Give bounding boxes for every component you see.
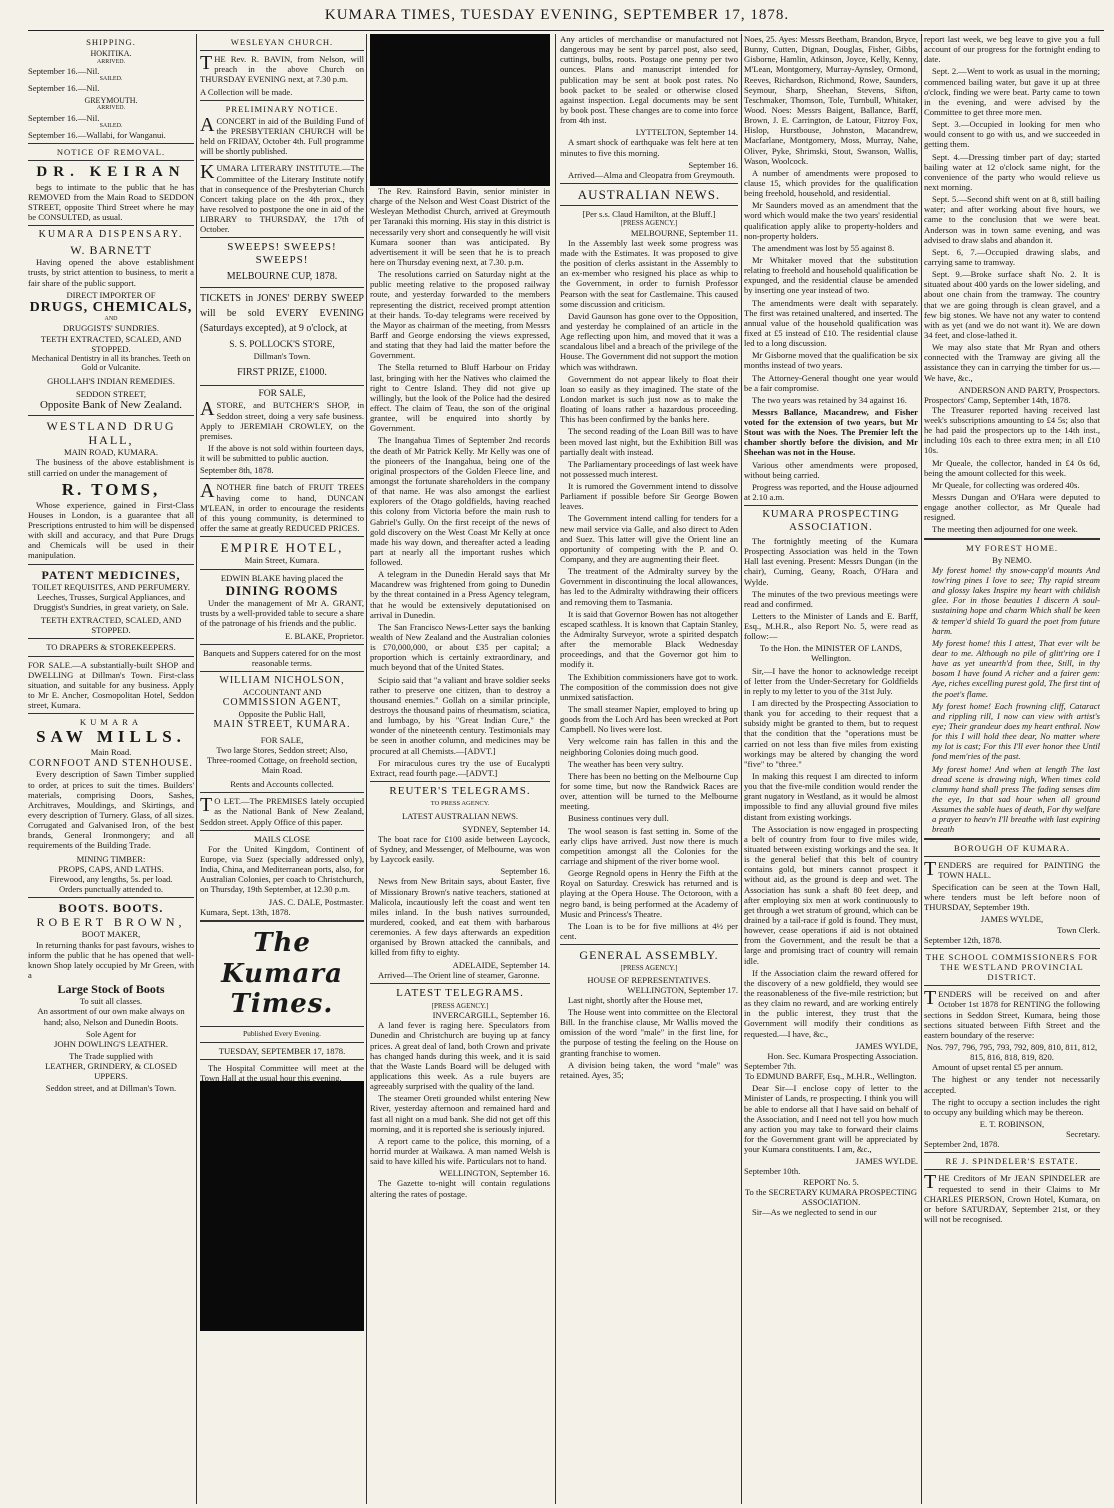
amendment-p7: The Attorney-General thought one year would be a fair compromise. <box>744 372 918 393</box>
upset-rental: Amount of upset rental £5 per annum. <box>932 1062 1064 1073</box>
large-stock: Large Stock of Boots <box>57 982 165 997</box>
stella-paragraph: The Stella returned to Bluff Harbour on Friday last, bringing with her the Natives who claimed the right to Centre Island. They did not give up willingly, but the look of the Police had the desired effect. The claim of Teau, the son of the original grantee, will be enquired into shortly by Government. <box>370 362 550 434</box>
orders-label: Orders punctually attended to. <box>58 883 164 894</box>
banking-paragraph: The San Francisco News-Letter says the banking wealth of New Zealand and the Australian colonies is £70,000,000, or about £35 per capital; a proportion which is certainly extraordinary, and much beyond that of the United States. <box>370 621 550 673</box>
column-divider <box>741 34 742 1504</box>
borough-date: September 12th, 1878. <box>924 934 1002 945</box>
to-suit: To suit all classes. <box>79 996 143 1007</box>
greymouth-heading: GREYMOUTH. <box>84 96 138 106</box>
mining-heading: MINING TIMBER: <box>76 853 146 864</box>
report-p12: Messrs Dungan and O'Hara were deputed to engage another collector, as Mr Queale had resigned. <box>924 492 1100 523</box>
report-p7: Sept. 9.—Broke surface shaft No. 2. It is situated about 400 yards on the lower sideling, and about one chain from the tramway. The country that we are going through is clean gravel, and a few big stones. We have not any water to contend with as yet (and we do not want it). We are down 34 feet, and close-lathed it. <box>924 269 1100 340</box>
mails-heading: MAILS CLOSE <box>253 833 311 844</box>
patent-heading: PATENT MEDICINES, <box>41 567 181 582</box>
melbourne-p2: David Gaunson has gone over to the Opposition, and yesterday he complained of an article in the Age reflecting upon him, and moved that it was a scandalous libel and a breach of the privilege of the House. The Government did not support the motion which was withdrawn. <box>560 310 738 372</box>
amendment-p8: The two years was retained by 34 against 16. <box>752 394 907 405</box>
column-5 <box>744 34 918 1504</box>
pollock-location: Dillman's Town. <box>253 351 311 362</box>
report-p3: Sept. 3.—Occupied in looking for men who would consent to go with us, and we succeeded in getting them. <box>924 119 1100 150</box>
drapers-heading: TO DRAPERS & STOREKEEPERS. <box>46 642 176 653</box>
auction-notice: If the above is not sold within fourteen days, it will be submitted to public auction. <box>200 443 364 464</box>
collection-label: A Collection will be made. <box>200 86 293 97</box>
melbourne-p10: The Exhibition commissioners have got to work. The composition of the commission does not give unmixed satisfaction. <box>560 671 738 702</box>
kumara-label: KUMARA <box>79 717 143 728</box>
literary-notice: KUMARA LITERARY INSTITUTE.—The Committee of the Literary Institute notify that in consequence of the Presbyterian Church Concert taking place on the 4th prox., they have resolved to postpone the one in aid of the LIBRARY to THURSDAY, the 17th of October. <box>200 161 364 235</box>
two-stores: Two large Stores, Seddon street; Also, <box>216 744 348 755</box>
gazette-text: The Gazette to-night will contain regulations altering the rates of postage. <box>370 1178 550 1199</box>
australian-news-heading: AUSTRALIAN NEWS. <box>577 186 721 202</box>
westland-notice: The business of the above establishment is still carried on under the management of <box>28 457 194 478</box>
teeth-label-2: TEETH EXTRACTED, SCALED, AND STOPPED. <box>40 615 182 636</box>
scipio-paragraph: Scipio said that "a valiant and brave soldier seeks rather to preserve one citizen, than to destroy a thousand enemies." Gollah on a similar principle, destroys the thousand pains of rheumatism, sciatica, and lumbago, by his "Great Indian Cure," the wonder of the nineteenth century. Testimonials may be seen in another column, and medicines may be procured at all Chemists.—[ADVT.] <box>370 674 550 756</box>
melbourne-p9: It is said that Governor Bowen has not altogether escaped scathless. It is known that Captain Stanley, the Admiralty Surveyor, wrote a spirited despatch after the memorable Black Wednesday proceedings, and that the Governor got him to modify it. <box>560 608 738 670</box>
sundries-label: DRUGGISTS' SUNDRIES. <box>62 323 160 334</box>
column-divider <box>555 34 556 1504</box>
amendment-p2: Mr Saunders moved as an amendment that the word which would make the two years' residential qualification apply alike to property-holders and non-property holders. <box>744 200 918 241</box>
published-label: Published Every Evening. <box>242 1028 322 1038</box>
toilet-label: TOILET REQUISITES, AND PERFUMERY. <box>32 581 190 592</box>
press-label-2: [PRESS AGENCY.] <box>431 1001 489 1010</box>
sawmills-address: Main Road. <box>90 747 132 758</box>
kpa-p5: Sir,—I have the honor to acknowledge receipt of letter from the Under-Secretary for Goldfields in reply to my letter to you of the 31st July. <box>744 665 918 696</box>
bavin-notice: THE Rev. R. BAVIN, from Nelson, will preach in the above Church on THURSDAY EVENING next, at 7.30 p.m. <box>200 52 364 85</box>
spec-notice: Specification can be seen at the Town Hall, where tenders must be left before noon of THURSDAY, September 19th. <box>924 881 1100 913</box>
amendment-p11: Progress was reported, and the House adjourned at 2.10 a.m. <box>744 481 918 503</box>
hokitika-sailings: September 16.—Nil. <box>28 82 100 93</box>
removal-heading: NOTICE OF REMOVAL. <box>56 146 166 157</box>
invercargill-dateline: INVERCARGILL, September 16. <box>432 1010 550 1021</box>
kpa-p3: Letters to the Minister of Lands and E. Barff, Esq., M.H.R., also Report No. 5, were read as follow:— <box>744 610 918 642</box>
paper-title: The Kumara Times. <box>221 927 343 1020</box>
sweeps-heading: SWEEPS! SWEEPS! SWEEPS! <box>227 241 337 267</box>
toms-notice: Whose experience, gained in First-Class Houses in London, is a guarantee that all Prescriptions entrusted to him will be dispensed with skill and accuracy, and that Pure Drugs and Chemicals will be used in their manipulation. <box>28 499 194 561</box>
leather-label: LEATHER, GRINDERY, & CLOSED UPPERS. <box>45 1061 177 1082</box>
cottage-label: Three-roomed Cottage, on freehold section, Main Road. <box>206 754 358 776</box>
redacted-block <box>370 34 550 186</box>
keiran-name: DR. KEIRAN <box>36 164 186 181</box>
postmaster-date: Kumara, Sept. 13th, 1878. <box>200 906 291 917</box>
kpa-heading: KUMARA PROSPECTING ASSOCIATION. <box>762 509 900 533</box>
press-label: TO PRESS AGENCY. <box>430 799 490 807</box>
amendment-p10: Various other amendments were proposed, without being carried. <box>744 459 918 480</box>
seddon-label: SEDDON STREET, <box>75 388 147 399</box>
wylde-signature: JAMES WYLDE, <box>855 1040 918 1051</box>
orient-text: Arrived—The Orient line of steamer, Garonne. <box>378 969 540 980</box>
report-p6: Sept. 6, 7.—Occupied drawing slabs, and carrying same to tramway. <box>924 246 1100 267</box>
dispensary-heading: KUMARA DISPENSARY. <box>38 229 184 241</box>
to-barff: To EDMUND BARFF, Esq., M.H.R., Wellington. <box>745 1071 917 1082</box>
right-occupy: The right to occupy a section includes the right to occupy any building which may be thereon. <box>924 1096 1100 1117</box>
greymouth-arrivals: September 16.—Nil. <box>28 112 100 123</box>
importer-label: DIRECT IMPORTER OF <box>66 289 156 300</box>
barnett-notice: Having opened the above establishment trusts, by strict attention to business, to merit a fair share of the public support. <box>28 257 194 288</box>
hokitika-arrivals: September 16.—Nil. <box>28 65 100 76</box>
seddon-dillman: Seddon street, and at Dillman's Town. <box>45 1083 177 1094</box>
tenders-2-notice: TENDERS will be received on and after October 1st 1878 for RENTING the following sections in Seddon Street, Kumara, being those sections situated between Fifth Street and the eastern boundary of the reserve: <box>924 987 1100 1040</box>
opposite-bank: Opposite Bank of New Zealand. <box>39 398 183 411</box>
mails-notice: For the United Kingdom, Continent of Europe, via Suez (specially addressed only), India, China, and Mediterranean ports, also, for Australian Colonies, per coach to Christchurch, on Thursday, 19th September, at 12.30 p.m. <box>200 843 364 895</box>
invercargill-text: A land fever is raging here. Speculators from Dunedin and Christchurch are buying up at fancy prices. A great deal of land, both Crown and private has changed hands during this week, and it is said that the Waste Lands Board will be deluged with applications this week. As a rule buyers are agreeably surprised with the quality of the land. <box>370 1020 550 1092</box>
report-p10: Mr Queale, the collector, handed in £4 0s 6d, being the amount collected for this week. <box>924 457 1100 478</box>
borough-heading: BOROUGH OF KUMARA. <box>953 842 1071 853</box>
highest-tender: The highest or any tender not necessarily accepted. <box>924 1074 1100 1095</box>
greymouth-sailings: September 16.—Wallabi, for Wanganui. <box>28 129 166 140</box>
kelly-paragraph: The Inangahua Times of September 2nd records the death of Mr Patrick Kelly. Mr Kelly was one of the pioneers of the Inangahua, being one of the original prospectors of the Golden Fleece line, and amongst the fortunate shareholders in the company of that name. He was also amongst the earliest explorers of the Otago goldfields, having reached this colony from Victoria before the main rush to Gabriel's Gully. On the first receipt of the news of gold discovery on the West Coast Mr Kelly at once made his way down, and thereafter acted a leading part at nearly all the important rushes which followed. <box>370 435 550 568</box>
house-p2: The House went into committee on the Electoral Bill. In the franchise clause, Mr Wallis moved the omission of the word "male" in the first line, for the purpose of testing the feeling on the House on granting franchise to women. <box>560 1006 738 1058</box>
melbourne-p3: Government do not appear likely to float their loan so easily as they imagined. The state of the London market is such just now as to make the floating of loans rather a hazardous proceeding. This has been confirmed by the banks here. <box>560 373 738 425</box>
nicholson-name: WILLIAM NICHOLSON, <box>219 674 345 686</box>
to-secretary: To the SECRETARY KUMARA PROSPECTING ASSOCIATION. <box>744 1186 918 1207</box>
kpa-p8: The Association is now engaged in prospecting a belt of country from four to five miles wide, situated between existing workings and the sea. It is the general belief that this belt of country contains gold, but miners cannot prospect it without aid, as the ground is deep and wet. The Association has sunk a shaft 80 feet deep, and after employing six men at work continuously to get through a wet stratum of ground, which can be drained by a tail-race if gold is found. They must, however, cease operations if aid is not obtained from the Government, and the result be that a large and promising tract of country will remain idle. <box>744 823 918 966</box>
amendment-p3: The amendment was lost by 55 against 8. <box>752 242 895 253</box>
per-label: [Per s.s. Claud Hamilton, at the Bluff.] <box>582 209 716 220</box>
hon-sec-label: Hon. Sec. Kumara Prospecting Association. <box>767 1050 918 1061</box>
props-label: PROPS, CAPS, AND LATHS. <box>58 863 164 874</box>
opposite-hall: Opposite the Public Hall, <box>238 708 326 719</box>
pollock-store: S. S. POLLOCK'S STORE, <box>229 340 335 351</box>
shipping-heading: SHIPPING. <box>86 37 136 47</box>
kpa-p7: In making this request I am directed to inform you that the five-mile condition would render the grant nugatory in Westland, as it would be almost impossible to find any alluvial ground five miles distant from existing workings. <box>744 771 918 822</box>
house-p1: Last night, shortly after the House met, <box>568 994 703 1005</box>
trade-label: The Trade supplied with <box>69 1050 153 1061</box>
reuters-heading: REUTER'S TELEGRAMS. <box>389 785 531 798</box>
adelaide-dateline: ADELAIDE, September 14. <box>452 959 550 970</box>
press-label: [PRESS AGENCY.] <box>620 219 678 228</box>
issue-date: TUESDAY, SEPTEMBER 17, 1878. <box>218 1045 346 1056</box>
mechanical-label: Mechanical Dentistry in all its branches. Teeth on Gold or Vulcanite. <box>31 353 191 373</box>
arrived-label: ARRIVED. <box>96 105 126 112</box>
and-label: AND <box>104 316 118 323</box>
creditors-notice: THE Creditors of Mr JEAN SPINDELER are requested to send in their Claims to Mr CHARLES PIERSON, Crown Hotel, Kumara, on or before SATURDAY, September 21st, or they will not be recognised. <box>924 1171 1100 1225</box>
division-list: Noes, 25. Ayes: Messrs Beetham, Brandon, Bryce, Bunny, Cutten, Dignan, Douglas, Fisher, Gibbs, Gisborne, Hamlin, Atkinson, Joyce, Kelly, Kenny, M'Lean, Montgomery, Murray-Aynsley, Ormond, Reeves, Richardson, Richmond, Rowe, Saunders, Seymour, Sharp, Sheehan, Stevens, Sifton, Teschmaker, Thomson, Tole, Turnbull, Whitaker, Wood. Noes: Messrs Baigent, Ballance, Barff, Brown, J. E. Carrington, de Latour, Fitzroy Fox, Hislop, Hurstbouse, Johnston, Macandrew, Macfarlane, Montgomery, Moss, Murray, Nahe, Oliver, Pyke, Shrimski, Stout, Swanson, Wallis, Wason, Woolcock. <box>744 34 918 166</box>
secretary-label: Secretary. <box>1065 1129 1100 1140</box>
empire-heading: EMPIRE HOTEL, <box>220 540 344 556</box>
forsale-heading-2: FOR SALE, <box>260 734 304 745</box>
school-heading: THE SCHOOL COMMISSIONERS FOR THE WESTLAND PROVINCIAL DISTRICT. <box>925 951 1099 983</box>
blake-intro: EDWIN BLAKE having placed the <box>220 572 344 583</box>
anderson-signature: ANDERSON AND PARTY, Prospectors. <box>958 384 1100 395</box>
amendment-p9: Messrs Ballance, Macandrew, and Fisher voted for the extension of two years, but Mr Stout was with the Noes. The Premier left the chamber shortly before the division, and Mr Sheehan was not in the House. <box>744 406 918 458</box>
melbourne-dateline: MELBOURNE, September 11. <box>630 227 738 238</box>
cornfoot-heading: CORNFOOT AND STENHOUSE. <box>29 757 193 769</box>
tenders-notice: TENDERS are required for PAINTING the TOWN HALL. <box>924 857 1100 880</box>
report-p8: We may also state that Mr Ryan and others connected with the Tramway are giving all the assistance they can in carrying the timber for us.—We have, &c., <box>924 342 1100 383</box>
sep16-dateline: September 16. <box>500 866 550 877</box>
eucalypti-paragraph: For miraculous cures try the use of Eucalypti Extract, read fourth page.—[ADVT.] <box>370 757 550 778</box>
sydney-text: The boat race for £100 aside between Laycock, of Sydney, and Messenger, of Melbourne, was won by Laycock easily. <box>370 833 550 865</box>
robinson-name: E. T. ROBINSON, <box>979 1118 1045 1129</box>
amendment-p6: Mr Gisborne moved that the qualification be six months instead of two years. <box>744 350 918 371</box>
railway-paragraph: The resolutions carried on Saturday night at the public meeting relative to the proposed railway route, and yesterday forwarded to the members representing the district, received prompt attention at their hands. To-day telegrams were received by the Mayor as chairman of the meeting, from Messrs Barff and George endorsing the views expressed, and stating that they had laid the matter before the Government. <box>370 269 550 361</box>
cup-heading: MELBOURNE CUP, 1878. <box>226 271 338 283</box>
poem-stanza-3: My forest home! Each frowning cliff, Cataract and rippling rill, I now can view with artist's eye; Their grandeur does my heart enthral. Now for this I will hold thee dear, No matter where my lot is cast; For this I'll ever honor thee Until fond mem'ries of the past. <box>932 700 1100 762</box>
accountant-label: ACCOUNTANT AND <box>242 686 322 697</box>
postmaster-signature: JAS. C. DALE, Postmaster. <box>268 896 364 907</box>
report-p5: Sept. 5.—Second shift went on at 8, still bailing water; and after working about five hours, we came to the conclusion that we were beat. Anderson was in town same evening, and was advised to draw slabs and abandon it. <box>924 194 1100 245</box>
column-3 <box>370 34 550 1504</box>
westland-address: MAIN ROAD, KUMARA. <box>63 447 159 458</box>
sep10-label: September 10th. <box>744 1166 801 1177</box>
column-6 <box>924 34 1100 1504</box>
kpa-to-minister: To the Hon. the MINISTER OF LANDS, Wellington. <box>759 643 903 664</box>
sep7-label: September 7th. <box>744 1060 797 1071</box>
sailed-label: SAILED. <box>99 75 123 82</box>
latest-australian: LATEST AUSTRALIAN NEWS. <box>401 810 519 821</box>
lyttelton-dateline: LYTTELTON, September 14. <box>635 127 738 138</box>
melbourne-p5: The Parliamentary proceedings of last week have not possessed much interest. <box>560 458 738 479</box>
assembly-heading: GENERAL ASSEMBLY. <box>579 948 719 963</box>
camp-date: Prospectors' Camp, September 14th, 1878. <box>924 394 1071 405</box>
kpa-p10: Dear Sir—I enclose copy of letter to the Minister of Lands, re prospecting. I think you will be able to endorse all that I have said on behalf of the Association, and I need not tell you how much any action you may take to forward their claims for the Government grant will be appreciated by your Kumara constituents. I am, &c., <box>744 1083 918 1155</box>
section-numbers: Nos. 797, 796, 795, 793, 792, 809, 810, 811, 812, 815, 816, 818, 819, 820. <box>926 1041 1098 1063</box>
cornfoot-notice: Every description of Sawn Timber supplied to order, at prices to suit the times. Builders' materials, comprising Doors, Sashes, Architraves, Mouldings, and Skirtings, and every description of Turnery. Glass, of all sizes. Corrugated and Galvanised Iron, of the best brands, General Ironmongery; and all requirements of the Building Trade. <box>28 769 194 851</box>
wesleyan-heading: WESLEYAN CHURCH. <box>230 37 334 47</box>
assortment: An assortment of our own make always on hand; also, Nelson and Dunedin Boots. <box>37 1006 185 1027</box>
drugs-heading: DRUGS, CHEMICALS, <box>29 299 193 315</box>
column-1 <box>28 34 194 1504</box>
wellington-dateline: WELLINGTON, September 16. <box>439 1168 550 1179</box>
forest-heading: MY FOREST HOME. <box>965 542 1059 553</box>
hokitika-heading: HOKITIKA. <box>90 49 132 59</box>
melbourne-p7: The Government intend calling for tenders for a new mail service via Galle, and also direct to Aden and Suez. This latter will give the Orient line an opportunity of competing with the P. and O. Company, and they are augmenting their fleet. <box>560 513 738 565</box>
blake-signature: E. BLAKE, Proprietor. <box>284 630 364 641</box>
rents-label: Rents and Accounts collected. <box>230 779 334 790</box>
redacted-block <box>200 1081 364 1331</box>
report5-heading: REPORT No. 5. <box>803 1176 859 1187</box>
melbourne-p8: The treatment of the Admiralty survey by the Government in discontinuing the local allowances, has led to the Admiralty withdrawing their officers and removing them to Tasmania. <box>560 566 738 607</box>
kpa-p1: The fortnightly meeting of the Kumara Prospecting Association was held in the Town Hall last evening. Present: Messrs Dungan (in the chair), Cuming, Geany, Roach, O'Hara and Wylde. <box>744 535 918 587</box>
wylde-signature-2: JAMES WYLDE. <box>855 1156 918 1167</box>
wellington-dateline: WELLINGTON, September 17. <box>627 984 738 995</box>
poem-author: By NEMO. <box>992 554 1032 565</box>
dowling-label: JOHN DOWLING'S LEATHER. <box>54 1038 168 1049</box>
teeth-label: TEETH EXTRACTED, SCALED, AND STOPPED. <box>40 333 182 354</box>
prelim-heading: PRELIMINARY NOTICE. <box>225 103 339 114</box>
house-heading: HOUSE OF REPRESENTATIVES. <box>587 974 711 985</box>
report-p9: The Treasurer reported having received last week's subscriptions amounting to £4 5s; also that he had paid the prospectors up to the 14th inst., including 10s each to three extra men; in all £10 10s. <box>924 404 1100 456</box>
earthquake-text: A smart shock of earthquake was felt here at ten minutes to five this morning. <box>560 137 738 158</box>
ghollah-label: GHOLLAH'S INDIAN REMEDIES. <box>47 375 175 386</box>
kpa-p6: I am directed by the Prospecting Association to thank you for acceding to their request that a subsidy might be granted to them, but to request that the condition that the "operations must be carried on not less than five miles from existing workings may be altered by changing the word "five" to "three." <box>744 698 918 769</box>
keiran-notice: begs to intimate to the public that he has REMOVED from the Main Road to SEDDON STREET, opposite Third Street where he may be CONSULTED, as usual. <box>28 181 194 223</box>
melbourne-p14: There has been no betting on the Melbourne Cup for some time, but now the Randwick Races are over, attention will be turned to the Melbourne meeting. <box>560 770 738 812</box>
hospital-notice: The Hospital Committee will meet at the Town Hall at the usual hour this evening. <box>200 1062 364 1083</box>
barnett-name: W. BARNETT <box>70 243 152 258</box>
column-divider <box>196 34 197 1504</box>
sep16-dateline: September 16. <box>688 159 738 170</box>
school-date: September 2nd, 1878. <box>924 1139 1000 1150</box>
press-label-2: [PRESS AGENCY.] <box>620 964 678 973</box>
melbourne-p16: The wool season is fast setting in. Some of the early clips have arrived. Just now there is much competition amongst all the Colonies for the carriage and shipment of the river borne wool. <box>560 825 738 866</box>
toms-name: R. TOMS, <box>61 479 161 499</box>
murder-text: A report came to the police, this morning, of a horrid murder at Waikawa. A man named Welsh is said to have killed his wife. Particulars not to hand. <box>370 1135 550 1167</box>
kpa-p9: If the Association claim the reward offered for the discovery of a new goldfield, they would see the reasonableness of the five-mile restriction; but as they claim no reward, and are working entirely in the public interest, they trust that the Government will modify their conditions as requested.—I have, &c., <box>744 967 918 1039</box>
brown-notice: In returning thanks for past favours, wishes to inform the public that he has opened that well-known Shop lately occupied by Mr Green, with a <box>28 939 194 980</box>
sole-agent: Sole Agent for <box>85 1028 137 1039</box>
bootmaker-label: BOOT MAKER, <box>81 929 141 940</box>
fruit-notice: ANOTHER fine batch of FRUIT TREES having come to hand, DUNCAN M'LEAN, in order to encourage the residents of this young community, is determined to offer the same at greatly REDUCED PRICES. <box>200 480 364 534</box>
alma-text: Arrived—Alma and Cleopatra from Greymouth. <box>568 169 735 180</box>
kpa-p11: Sir—As we neglected to send in our <box>752 1206 877 1217</box>
melbourne-p11: The small steamer Napier, employed to bring up goods from the Loch Ard has been wrecked at Port Campbell. No lives were lost. <box>560 704 738 735</box>
town-clerk: Town Clerk. <box>1057 924 1100 935</box>
sailed-label: SAILED. <box>99 122 123 129</box>
blake-notice: Under the management of Mr A. GRANT, trusts by a well-provided table to secure a share of the patronage of his friends and the public. <box>200 598 364 629</box>
forsale-heading: FOR SALE, <box>258 389 306 400</box>
melbourne-p1: In the Assembly last week some progress was made with the Estimates. It was proposed to give the position of clerks assistant in the Assembly to an ex-member who resigned his place as whip to the Government, in order to furnish Professor Pearson with the seat for Castlemaine. This caused some discussion and criticism. <box>560 237 738 309</box>
tickets-notice: TICKETS in JONES' DERBY SWEEP will be sold EVERY EVENING (Saturdays excepted), at 9 o'clock, at <box>200 293 364 335</box>
auction-date: September 8th, 1878. <box>200 465 274 476</box>
report-p1: report last week, we beg leave to give you a full account of our progress for the fortnight ending to date. <box>924 34 1100 65</box>
boots-heading: BOOTS. BOOTS. <box>58 901 164 916</box>
column-divider <box>921 34 922 1504</box>
melbourne-p17: George Regnold opens in Henry the Fifth at the Royal on Saturday. Creswick has returned and is playing at the Opera House. The Octoroon, with a negro band, is being performed at the Academy of Music and Princess's Theatre. <box>560 868 738 919</box>
report-p4: Sept. 4.—Dressing timber part of day; started bailing water at 12 o'clock same night, for the convenience of the party who would relieve us next morning. <box>924 151 1100 192</box>
tolet-notice: TO LET.—The PREMISES lately occupied as the National Bank of New Zealand, Seddon street. Apply Office of this paper. <box>200 794 364 827</box>
wylde-name: JAMES WYLDE, <box>980 914 1044 925</box>
melbourne-p18: The Loan is to be for five millions at 4½ per cent. <box>560 920 738 941</box>
melbourne-p13: The weather has been very sultry. <box>568 758 684 769</box>
house-p3: A division being taken, the word "male" was retained. Ayes, 35; <box>560 1059 738 1080</box>
poem-stanza-4: My forest home! And when at length The last dread scene is drawing nigh, When times cold clammy hand shall press The fading senses dim the eye, In that sad hour when all ground Assumes the sable hues of death, For thy welfare a prayer to heav'n I'll breathe with last expiring breath <box>932 763 1100 835</box>
poem-stanza-1: My forest home! thy snow-capp'd mounts And tow'ring pines I love to see; Thy rapid stream and glossy lakes Inspire my heart with childish glee. For in those beauties I discern A soul-sustaining hope and charm Which shall be keen & temper'd shield To guard the poet from future harm. <box>932 564 1100 636</box>
latest-telegrams-heading: LATEST TELEGRAMS. <box>396 986 524 999</box>
newbritain-text: News from New Britain says, about Easter, five of Missionary Brown's native teachers, stationed at Malicola, incautiously left the coast and went ten miles inland. In the bush natives surrounded, murdered, cooked, and eat them with barbarous ceremonies. A few days afterwards an expedition organised by Brown attacked the cannibals, and killed from fifty to eighty. <box>370 876 550 958</box>
sydney-dateline: SYDNEY, September 14. <box>462 823 550 834</box>
amendment-p4: Mr Whitaker moved that the substitution relating to freehold and household qualification be expunged, and the residential clause be amended by inserting one year instead of two. <box>744 254 918 296</box>
amendment-p5: The amendments were dealt with separately. The first was retained unaltered, and inserted. The annual value of the household qualification was fixed at £5 instead of £10. The residential clause led to a long discussion. <box>744 297 918 349</box>
masthead: KUMARA TIMES, TUESDAY EVENING, SEPTEMBER 17, 1878. <box>324 7 790 23</box>
report-p11: Mr Queale, for collecting was ordered 40s. <box>932 479 1080 490</box>
concert-notice: ACONCERT in aid of the Building Fund of the PRESBYTERIAN CHURCH will be held on FRIDAY, October 4th. Full programme will be shortly published. <box>200 113 364 157</box>
firewood-label: Firewood, any lengths, 5s. per load. <box>49 873 173 884</box>
oreti-text: The steamer Oreti grounded whilst entering New River, yesterday afternoon and remained hard and fast all night on a mud bank. She did not get off this morning, and it is reported she is seriously injured. <box>370 1093 550 1134</box>
sawmills-heading: SAW MILLS. <box>36 727 186 747</box>
westland-heading: WESTLAND DRUG HALL, <box>46 418 176 448</box>
bavin-paragraph: The Rev. Rainsford Bavin, senior minister in charge of the Nelson and West Coast District of the Wesleyan Methodist Church, arrived at Greymouth per Taranaki this morning. His stay in this district is necessarily very short and consequently he will visit Kumara sooner than was anticipated. By advertisement it will be seen that he is to preach here on Thursday evening next, at 7.30. p.m. <box>370 186 550 267</box>
report-p13: The meeting then adjourned for one week. <box>932 524 1078 535</box>
commission-label: COMMISSION AGENT, <box>222 696 342 708</box>
forsale-notice: FOR SALE.—A substantially-built SHOP and DWELLING at Dillman's Town. First-class situation, and suitable for any business. Apply to Mr E. Ancher, Cosmopolitan Hotel, Seddon street, Kumara. <box>28 659 194 711</box>
report-p2: Sept. 2.—Went to work as usual in the morning; commenced bailing water, but gave it up at three o'clock, finding we were beat. Party came to town in the evening, and were advised by the Committee to get three more men. <box>924 66 1100 117</box>
melbourne-p4: The second reading of the Loan Bill was to have been moved last night, but the Exhibition Bill was partially dealt with instead. <box>560 426 738 457</box>
poem-stanza-2: My forest home! this I attest, That ever wilt be dear to me. Although no pile of glitt'ring ore I have as yet unearth'd from thee, Still, in thy bosom I have found A richer and a fairer gem: Aye, riches excelling purest gold, The first tint of the poet's flame. <box>932 637 1100 699</box>
spindeler-heading: RE J. SPINDELER'S ESTATE. <box>945 1156 1079 1167</box>
banquets-label: Banquets and Suppers catered for on the most reasonable terms. <box>203 647 361 668</box>
leeches-label: Leeches, Trusses, Surgical Appliances, and Druggist's Sundries, in great variety, on Sale. <box>33 591 189 612</box>
column-2 <box>200 34 364 1504</box>
kpa-p2: The minutes of the two previous meetings were read and confirmed. <box>744 588 918 609</box>
dining-heading: DINING ROOMS <box>225 582 339 598</box>
first-prize: FIRST PRIZE, £1000. <box>237 367 327 379</box>
melbourne-p6: It is rumored the Government intend to dissolve Parliament if possible before Sir George Bowen leaves. <box>560 481 738 512</box>
macandrew-paragraph: A telegram in the Dunedin Herald says that Mr Macandrew was frightened from going to Dunedin by the threat contained in a Press Agency telegram, that he would be extensively deputationised on arrival in Dunedin. <box>370 569 550 620</box>
column-4 <box>560 34 738 1504</box>
top-rule <box>28 30 1104 31</box>
arrived-label: ARRIVED. <box>96 58 126 65</box>
main-street: MAIN STREET, KUMARA. <box>213 718 351 730</box>
melbourne-p15: Business continues very dull. <box>568 813 669 824</box>
brown-name: ROBERT BROWN, <box>36 915 186 930</box>
melbourne-p12: Very welcome rain has fallen in this and the neighboring Colonies doing much good. <box>560 736 738 757</box>
amendment-p1: A number of amendments were proposed to clause 15, which provides for the qualification being freehold, household, and residential. <box>744 167 918 199</box>
store-notice: ASTORE, and BUTCHER'S SHOP, in Seddon street, doing a very safe business. Apply to JEREMIAH CROWLEY, on the premises. <box>200 398 364 441</box>
column-divider <box>366 34 367 1504</box>
empire-address: Main Street, Kumara. <box>244 555 320 566</box>
postage-text: Any articles of merchandise or manufactured not dangerous may be sent by parcel post, also seed, cuttings, bulbs, roots. Postage one penny per two ounces. Plans and manuscript intended for publication may be sent at book post rates. No book packet to be sealed or otherwise closed against inspection. Legal documents may be sent by book post. These changes are to come into force from 4th inst. <box>560 34 738 126</box>
